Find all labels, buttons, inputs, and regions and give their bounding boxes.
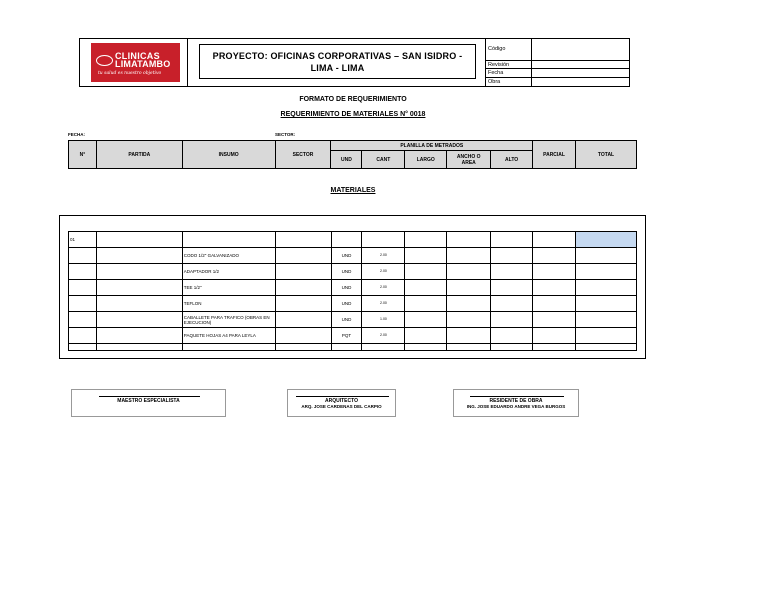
logo-name-line2: LIMATAMBO — [115, 59, 171, 69]
signature-arquitecto-title: ARQUITECTO — [325, 398, 358, 404]
row-cant: 2.00 — [362, 264, 405, 280]
header-sector: SECTOR — [275, 141, 331, 169]
row-und: UND — [331, 296, 362, 312]
materials-title: MATERIALES — [330, 187, 376, 194]
meta-value-obra — [531, 78, 532, 86]
signature-line — [99, 396, 200, 397]
meta-row-obra — [486, 78, 630, 86]
document-meta — [485, 39, 630, 86]
header-ancho-line2: AREA — [461, 159, 476, 166]
meta-row-fecha — [486, 69, 630, 78]
meta-label-obra: Obra — [488, 79, 501, 85]
row-insumo: TEFLON — [182, 296, 275, 312]
signature-line — [296, 396, 389, 397]
row-cant: 2.00 — [362, 328, 405, 344]
document-header — [79, 38, 630, 87]
header-n: N° — [69, 141, 97, 169]
format-title: FORMATO DE REQUERIMIENTO — [299, 96, 407, 103]
row-number: 01 — [69, 232, 97, 248]
meta-label-codigo: Código — [488, 46, 506, 52]
meta-value-codigo — [531, 39, 532, 60]
logo-name-line1: CLINICAS — [115, 51, 160, 61]
project-title-line2: LIMA - LIMA — [310, 63, 365, 73]
table-row — [69, 296, 637, 312]
signature-maestro-title: MAESTRO ESPECIALISTA — [117, 398, 180, 404]
row-cant: 2.00 — [362, 248, 405, 264]
project-title-line1: PROYECTO: OFICINAS CORPORATIVAS – SAN ISIDRO - — [212, 51, 463, 61]
row-cant: 2.00 — [362, 296, 405, 312]
meta-value-fecha — [531, 69, 532, 77]
logo-cell — [80, 39, 188, 86]
header-alto: ALTO — [491, 151, 533, 169]
meta-label-fecha: Fecha — [488, 70, 504, 76]
signature-residente-name: ING. JOSE EDUARDO ANDRE VEGA BURGOS — [466, 404, 566, 409]
requirement-title: REQUERIMIENTO DE MATERIALES N° 0018 — [280, 111, 426, 118]
row-cant: 2.00 — [362, 280, 405, 296]
header-partida: PARTIDA — [96, 141, 182, 169]
table-row — [69, 232, 637, 248]
table-row — [69, 280, 637, 296]
signature-line — [470, 396, 564, 397]
row-insumo: PAQUETE HOJAS A4 PARA LEYLA — [182, 328, 275, 344]
clinic-logo — [91, 43, 180, 82]
signature-residente — [453, 389, 579, 417]
signature-arquitecto-name: ARQ. JOSE CARDENAS DEL CARPIO — [301, 404, 382, 409]
table-row — [69, 264, 637, 280]
header-cant: CANT — [362, 151, 405, 169]
row-insumo: CABALLETE PARA TRAFICO (OBRAS EN EJECUCION) — [182, 312, 275, 328]
metrado-header-table — [68, 140, 637, 169]
meta-row-codigo — [486, 39, 630, 61]
row-und: UND — [331, 248, 362, 264]
meta-label-revision: Revisión — [488, 62, 510, 68]
table-row — [69, 344, 637, 351]
header-und: UND — [331, 151, 362, 169]
signature-arquitecto — [287, 389, 396, 417]
logo-tagline: tu salud es nuestro objetivo — [98, 71, 162, 76]
table-row — [69, 248, 637, 264]
fecha-label: FECHA: — [68, 132, 85, 137]
header-largo: LARGO — [405, 151, 447, 169]
sector-label: SECTOR: — [275, 132, 296, 137]
table-row — [69, 312, 637, 328]
header-ancho — [447, 151, 491, 169]
project-title — [199, 44, 476, 79]
header-total: TOTAL — [576, 141, 637, 169]
row-und: PQT — [331, 328, 362, 344]
header-insumo: INSUMO — [182, 141, 275, 169]
header-planilla: PLANILLA DE METRADOS — [331, 141, 533, 151]
meta-row-revision — [486, 61, 630, 69]
logo-symbol-icon — [96, 55, 113, 66]
row-cant: 1.00 — [362, 312, 405, 328]
row-insumo: CODO 1/2" GALVANIZADO — [182, 248, 275, 264]
row-und: UND — [331, 264, 362, 280]
header-ancho-line1: ANCHO O — [456, 153, 481, 160]
row-insumo: TEE 1/2" — [182, 280, 275, 296]
row-und: UND — [331, 312, 362, 328]
row-und: UND — [331, 280, 362, 296]
signature-residente-title: RESIDENTE DE OBRA — [489, 398, 543, 404]
selected-total-cell[interactable] — [576, 232, 637, 248]
row-insumo: ADAPTADOR 1/2 — [182, 264, 275, 280]
signature-maestro — [71, 389, 226, 417]
table-row — [69, 328, 637, 344]
meta-value-revision — [531, 61, 532, 68]
header-parcial: PARCIAL — [533, 141, 576, 169]
materials-table — [68, 231, 637, 351]
